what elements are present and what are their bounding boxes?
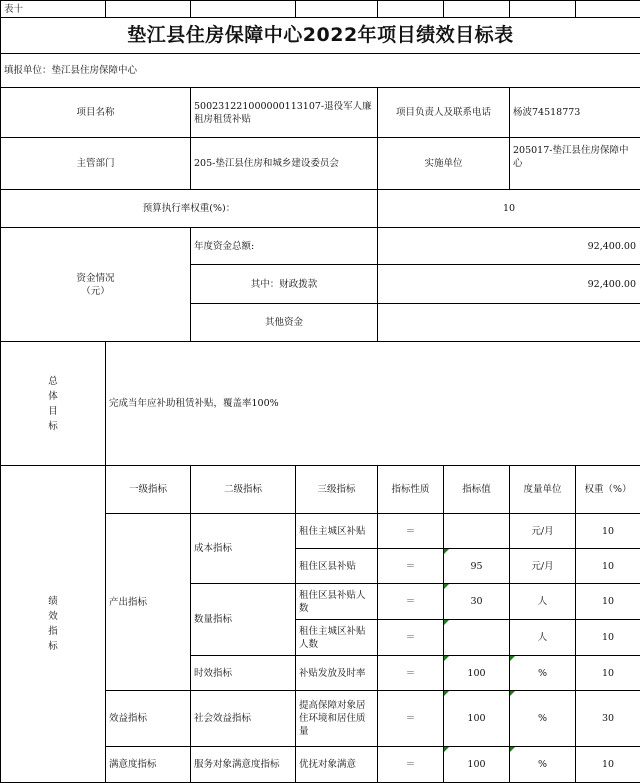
filler-unit: 填报单位：垫江县住房保障中心: [1, 54, 640, 88]
unit-cell: 元/月: [510, 549, 576, 584]
l3-indicator: 租住主城区补贴: [296, 514, 378, 549]
weight-cell: 30: [576, 691, 640, 747]
weight-cell: 10: [576, 514, 640, 549]
page-title: 垫江县住房保障中心2022年项目绩效目标表: [1, 18, 640, 54]
funds-other-label: 其他资金: [191, 304, 378, 342]
unit-cell: 人: [510, 620, 576, 656]
budget-weight-value: 10: [378, 190, 640, 228]
unit-cell: %: [510, 747, 576, 783]
unit-cell: 人: [510, 584, 576, 620]
header-cell: [576, 1, 640, 18]
l2-cost: 成本指标: [191, 514, 296, 584]
col-header-l2: 二级指标: [191, 466, 296, 514]
col-header-unit: 度量单位: [510, 466, 576, 514]
header-cell: [444, 1, 510, 18]
l2-time: 时效指标: [191, 656, 296, 691]
col-header-l1: 一级指标: [106, 466, 191, 514]
nature-cell: ＝: [378, 549, 444, 584]
nature-cell: ＝: [378, 584, 444, 620]
l3-indicator: 租住区县补贴人数: [296, 584, 378, 620]
nature-cell: ＝: [378, 620, 444, 656]
value-cell: [444, 514, 510, 549]
impl-unit-value: 205017-垫江县住房保障中心: [510, 138, 640, 190]
col-header-l3: 三级指标: [296, 466, 378, 514]
unit-cell: %: [510, 691, 576, 747]
overall-goal-text: 完成当年应补助租赁补贴，覆盖率100%: [106, 342, 640, 466]
l3-indicator: 优抚对象满意: [296, 747, 378, 783]
funds-fiscal-value: 92,400.00: [378, 265, 640, 304]
nature-cell: ＝: [378, 747, 444, 783]
overall-goal-label: 总 体 目 标: [1, 342, 106, 466]
l3-indicator: 补贴发放及时率: [296, 656, 378, 691]
project-owner-label: 项目负责人及联系电话: [378, 88, 510, 138]
dept-value: 205-垫江县住房和城乡建设委员会: [191, 138, 378, 190]
weight-cell: 10: [576, 747, 640, 783]
l2-quantity: 数量指标: [191, 584, 296, 656]
l3-indicator: 租住主城区补贴人数: [296, 620, 378, 656]
weight-cell: 10: [576, 549, 640, 584]
value-cell: 100: [444, 747, 510, 783]
l2-service: 服务对象满意度指标: [191, 747, 296, 783]
unit-cell: 元/月: [510, 514, 576, 549]
funds-label: 资金情况 （元）: [1, 228, 191, 342]
budget-weight-label: 预算执行率权重(%)：: [1, 190, 378, 228]
project-owner-value: 杨波74518773: [510, 88, 640, 138]
header-cell: [510, 1, 576, 18]
nature-cell: ＝: [378, 691, 444, 747]
header-cell: [378, 1, 444, 18]
nature-cell: ＝: [378, 514, 444, 549]
perf-indicator-label: 绩 效 指 标: [1, 466, 106, 783]
value-cell: [444, 620, 510, 656]
funds-total-label: 年度资金总额:: [191, 228, 378, 265]
value-cell: 30: [444, 584, 510, 620]
header-cell: [296, 1, 378, 18]
l3-indicator: 租住区县补贴: [296, 549, 378, 584]
funds-other-value: [378, 304, 640, 342]
value-cell: 95: [444, 549, 510, 584]
dept-label: 主管部门: [1, 138, 191, 190]
header-cell: [106, 1, 191, 18]
col-header-weight: 权重（%）: [576, 466, 640, 514]
unit-cell: %: [510, 656, 576, 691]
l1-benefit: 效益指标: [106, 691, 191, 747]
funds-fiscal-label: 其中：财政拨款: [191, 265, 378, 304]
l3-indicator: 提高保障对象居住环境和居住质量: [296, 691, 378, 747]
col-header-nature: 指标性质: [378, 466, 444, 514]
value-cell: 100: [444, 656, 510, 691]
l2-social: 社会效益指标: [191, 691, 296, 747]
impl-unit-label: 实施单位: [378, 138, 510, 190]
project-name-value: 500231221000000113107-退役军人廉租房租赁补贴: [191, 88, 378, 138]
weight-cell: 10: [576, 584, 640, 620]
table-number: 表十: [1, 1, 106, 18]
value-cell: 100: [444, 691, 510, 747]
header-cell: [191, 1, 296, 18]
col-header-value: 指标值: [444, 466, 510, 514]
nature-cell: ＝: [378, 656, 444, 691]
weight-cell: 10: [576, 620, 640, 656]
project-name-label: 项目名称: [1, 88, 191, 138]
weight-cell: 10: [576, 656, 640, 691]
l1-satisfaction: 满意度指标: [106, 747, 191, 783]
funds-total-value: 92,400.00: [378, 228, 640, 265]
l1-output: 产出指标: [106, 514, 191, 691]
